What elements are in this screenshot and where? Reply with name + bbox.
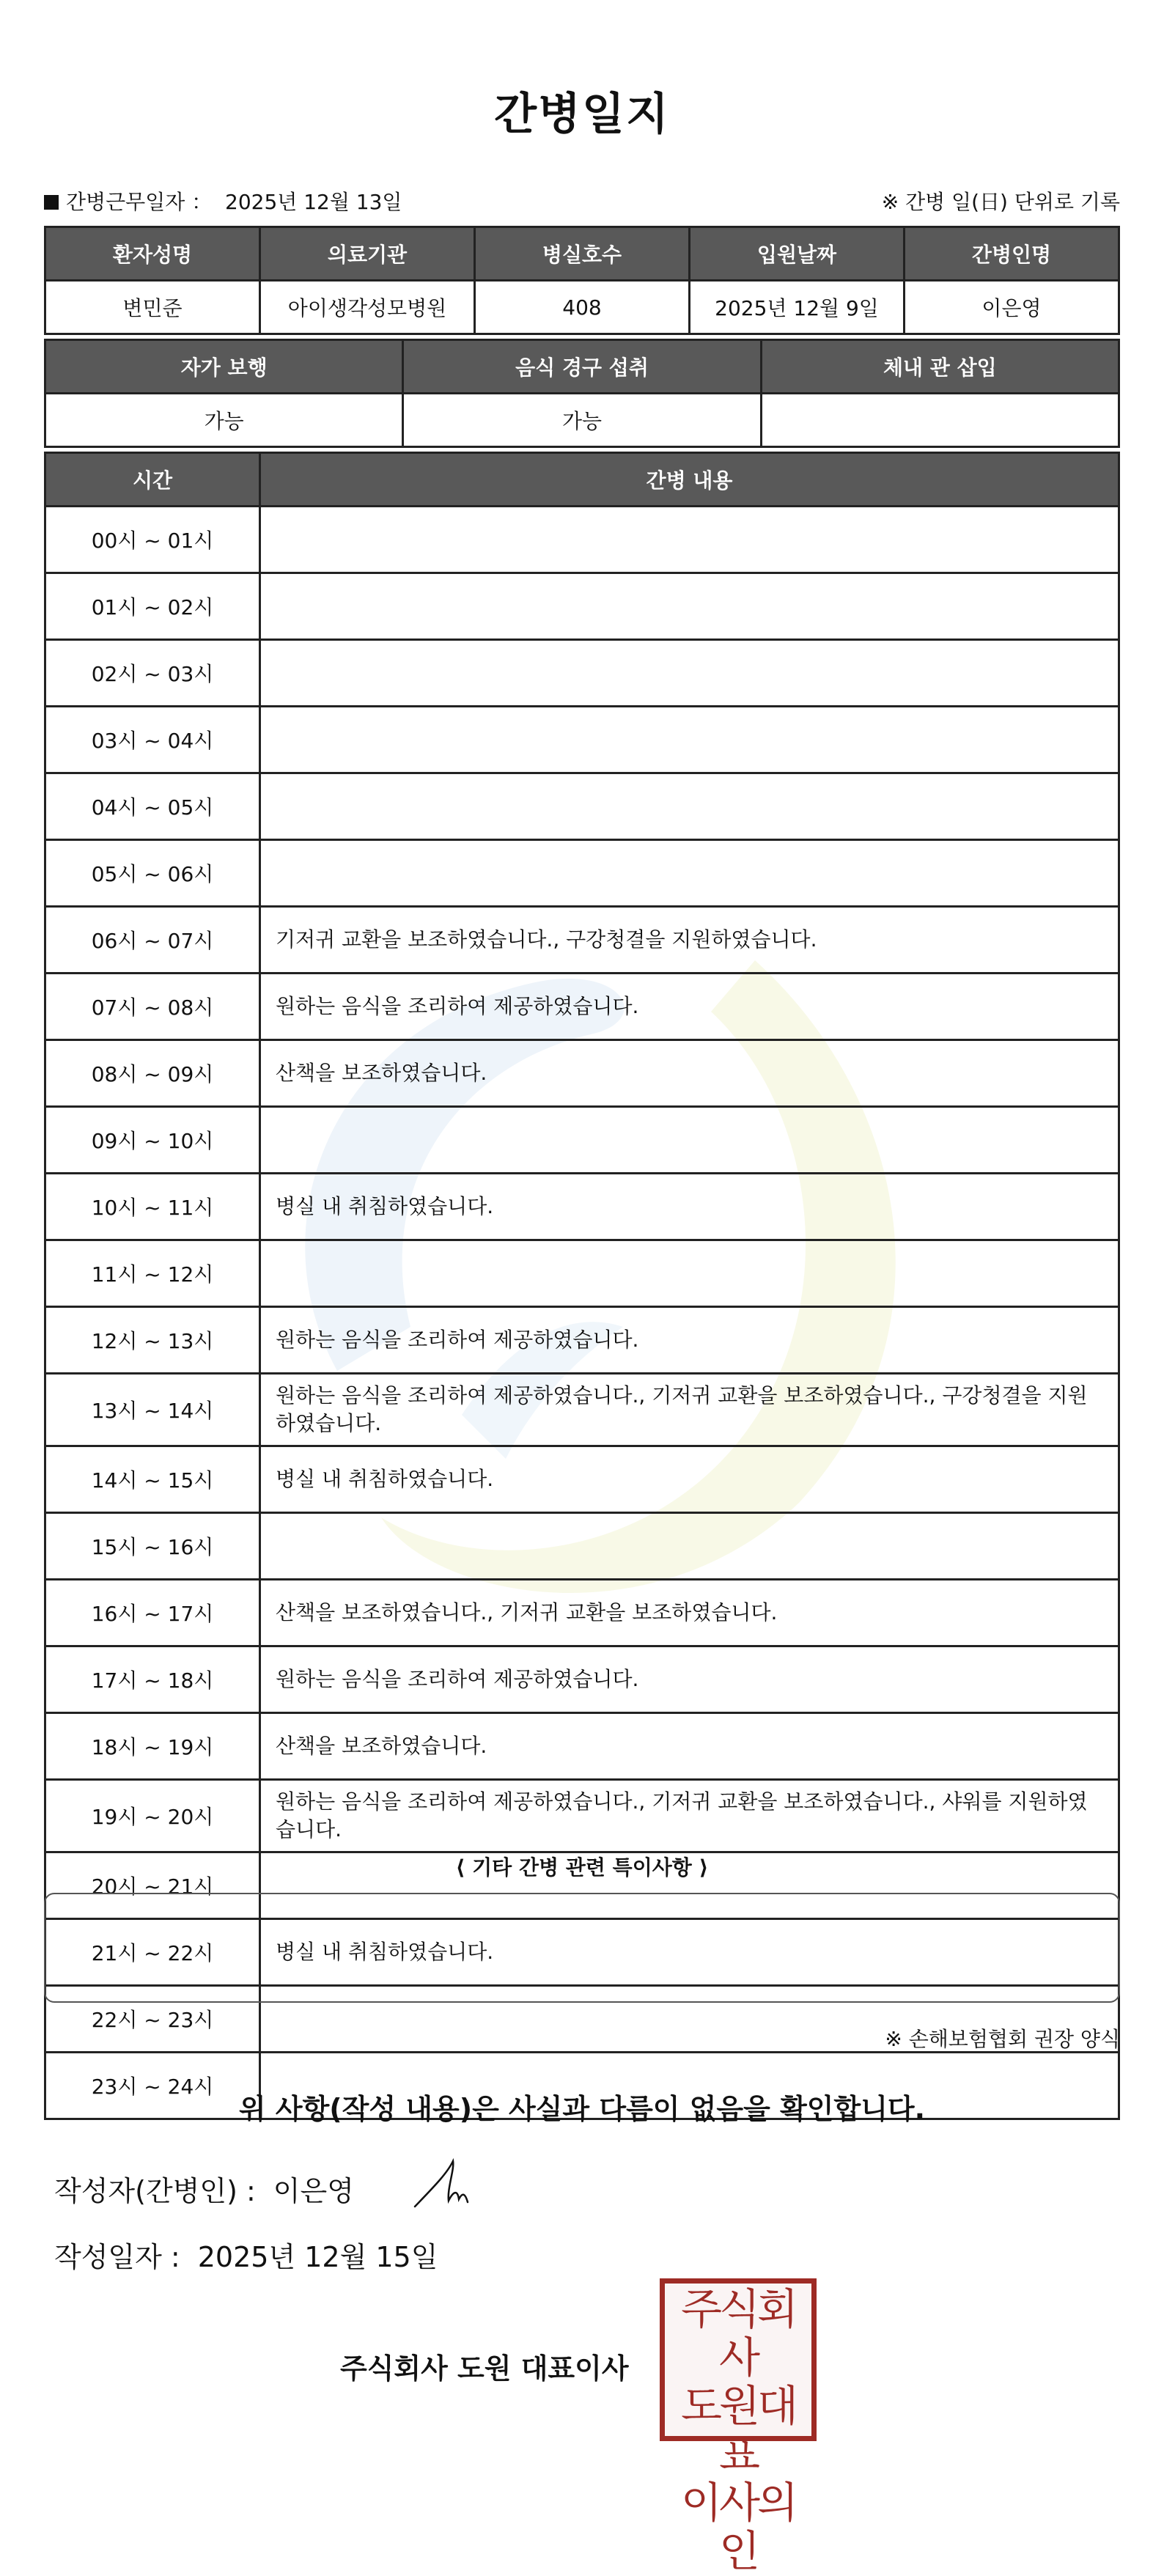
column-header: 체내 관 삽입 — [761, 340, 1119, 394]
care-content: 원하는 음식을 조리하여 제공하였습니다., 기저귀 교환을 보조하였습니다., 구강청결을 지원하였습니다. — [260, 1374, 1119, 1446]
time-slot: 21시 ~ 22시 — [45, 1919, 260, 1986]
caregiver-name: 이은영 — [905, 281, 1119, 334]
care-content — [260, 840, 1119, 907]
time-slot: 23시 ~ 24시 — [45, 2053, 260, 2119]
care-content: 병실 내 취침하였습니다. — [260, 1174, 1119, 1240]
written-date-line — [54, 2234, 438, 2275]
time-slot: 22시 ~ 23시 — [45, 1986, 260, 2053]
time-slot: 03시 ~ 04시 — [45, 707, 260, 773]
seal-line: 이사의인 — [680, 2478, 796, 2576]
patient-status-table — [44, 339, 1120, 448]
time-slot: 06시 ~ 07시 — [45, 907, 260, 974]
table-row — [45, 773, 1119, 840]
time-slot: 00시 ~ 01시 — [45, 507, 260, 573]
care-content — [260, 573, 1119, 640]
time-slot: 20시 ~ 21시 — [45, 1852, 260, 1919]
table-row — [45, 1446, 1119, 1513]
care-content — [260, 507, 1119, 573]
column-header: 의료기관 — [260, 227, 475, 281]
table-row — [45, 1374, 1119, 1446]
written-date-label: 작성일자 : — [54, 2241, 180, 2273]
bullet-square-icon — [44, 195, 59, 210]
time-slot: 01시 ~ 02시 — [45, 573, 260, 640]
care-content: 병실 내 취침하였습니다. — [260, 1446, 1119, 1513]
admission-date: 2025년 12월 9일 — [690, 281, 905, 334]
confirmation-statement: 위 사항(작성 내용)은 사실과 다름이 없음을 확인합니다. — [238, 2093, 926, 2125]
care-content — [260, 707, 1119, 773]
time-column-header: 시간 — [45, 453, 260, 507]
patient-info-table — [44, 226, 1120, 335]
table-row — [45, 1307, 1119, 1374]
time-slot: 09시 ~ 10시 — [45, 1107, 260, 1174]
table-row — [45, 1240, 1119, 1307]
table-row — [45, 974, 1119, 1040]
table-row — [45, 907, 1119, 974]
care-content: 원하는 음식을 조리하여 제공하였습니다. — [260, 1307, 1119, 1374]
table-row — [45, 1513, 1119, 1580]
work-date — [44, 186, 402, 216]
time-slot: 05시 ~ 06시 — [45, 840, 260, 907]
time-slot: 11시 ~ 12시 — [45, 1240, 260, 1307]
time-slot: 16시 ~ 17시 — [45, 1580, 260, 1646]
care-content: 병실 내 취침하였습니다. — [260, 1919, 1119, 1986]
work-date-value: 2025년 12월 13일 — [225, 190, 402, 214]
time-slot: 19시 ~ 20시 — [45, 1780, 260, 1852]
care-content: 원하는 음식을 조리하여 제공하였습니다. — [260, 974, 1119, 1040]
self-walking-value: 가능 — [45, 394, 403, 447]
writer-name: 이은영 — [273, 2175, 354, 2207]
care-content: 기저귀 교환을 보조하였습니다., 구강청결을 지원하였습니다. — [260, 907, 1119, 974]
care-content — [260, 640, 1119, 707]
column-header: 음식 경구 섭취 — [403, 340, 761, 394]
table-row — [45, 1040, 1119, 1107]
table-row — [45, 573, 1119, 640]
time-slot: 12시 ~ 13시 — [45, 1307, 260, 1374]
column-header: 입원날짜 — [690, 227, 905, 281]
time-slot: 08시 ~ 09시 — [45, 1040, 260, 1107]
table-row — [45, 1580, 1119, 1646]
column-header: 환자성명 — [45, 227, 260, 281]
care-content — [260, 1513, 1119, 1580]
table-row — [45, 1780, 1119, 1852]
work-date-label: 간병근무일자 ： — [66, 190, 213, 214]
time-slot: 07시 ~ 08시 — [45, 974, 260, 1040]
time-slot: 14시 ~ 15시 — [45, 1446, 260, 1513]
company-seal-stamp — [660, 2278, 817, 2576]
care-content: 산책을 보조하였습니다. — [260, 1040, 1119, 1107]
column-header: 자가 보행 — [45, 340, 403, 394]
page-title: 간병일지 — [494, 89, 670, 140]
table-row — [45, 640, 1119, 707]
oral-intake-value: 가능 — [403, 394, 761, 447]
time-slot: 17시 ~ 18시 — [45, 1646, 260, 1713]
care-content: 산책을 보조하였습니다., 기저귀 교환을 보조하였습니다. — [260, 1580, 1119, 1646]
daily-record-note: ※ 간병 일(日) 단위로 기록 — [881, 190, 1120, 214]
care-content — [260, 773, 1119, 840]
care-content: 원하는 음식을 조리하여 제공하였습니다., 기저귀 교환을 보조하였습니다., 샤워를 지원하였습니다. — [260, 1780, 1119, 1852]
room-number: 408 — [475, 281, 690, 334]
table-row — [45, 1713, 1119, 1780]
table-row — [45, 1107, 1119, 1174]
written-date-value: 2025년 12월 15일 — [197, 2241, 438, 2273]
time-slot: 13시 ~ 14시 — [45, 1374, 260, 1446]
time-slot: 02시 ~ 03시 — [45, 640, 260, 707]
company-representative: 주식회사 도원 대표이사 — [340, 2352, 629, 2385]
patient-name: 변민준 — [45, 281, 260, 334]
handwritten-signature — [410, 2148, 491, 2214]
hospital-name: 아이생각성모병원 — [260, 281, 475, 334]
special-notes-title: ⟨ 기타 간병 관련 특이사항 ⟩ — [455, 1855, 709, 1880]
seal-line: 주식회사 — [680, 2284, 796, 2382]
table-row — [45, 840, 1119, 907]
table-row — [45, 507, 1119, 573]
column-header: 병실호수 — [475, 227, 690, 281]
time-slot: 04시 ~ 05시 — [45, 773, 260, 840]
care-content — [260, 1240, 1119, 1307]
care-content: 산책을 보조하였습니다. — [260, 1713, 1119, 1780]
care-content — [260, 1107, 1119, 1174]
table-row — [45, 1646, 1119, 1713]
table-row — [45, 707, 1119, 773]
content-column-header: 간병 내용 — [260, 453, 1119, 507]
column-header: 간병인명 — [905, 227, 1119, 281]
writer-line — [54, 2168, 354, 2209]
time-slot: 15시 ~ 16시 — [45, 1513, 260, 1580]
time-slot: 10시 ~ 11시 — [45, 1174, 260, 1240]
table-row — [45, 1174, 1119, 1240]
seal-line: 도원대표 — [680, 2381, 796, 2479]
recommendation-note: ※ 손해보험협회 권장 양식 — [885, 2027, 1120, 2051]
care-content: 원하는 음식을 조리하여 제공하였습니다. — [260, 1646, 1119, 1713]
special-notes-box — [44, 1893, 1120, 2003]
time-slot: 18시 ~ 19시 — [45, 1713, 260, 1780]
writer-label: 작성자(간병인) : — [54, 2175, 256, 2207]
tube-insertion-value — [761, 394, 1119, 447]
